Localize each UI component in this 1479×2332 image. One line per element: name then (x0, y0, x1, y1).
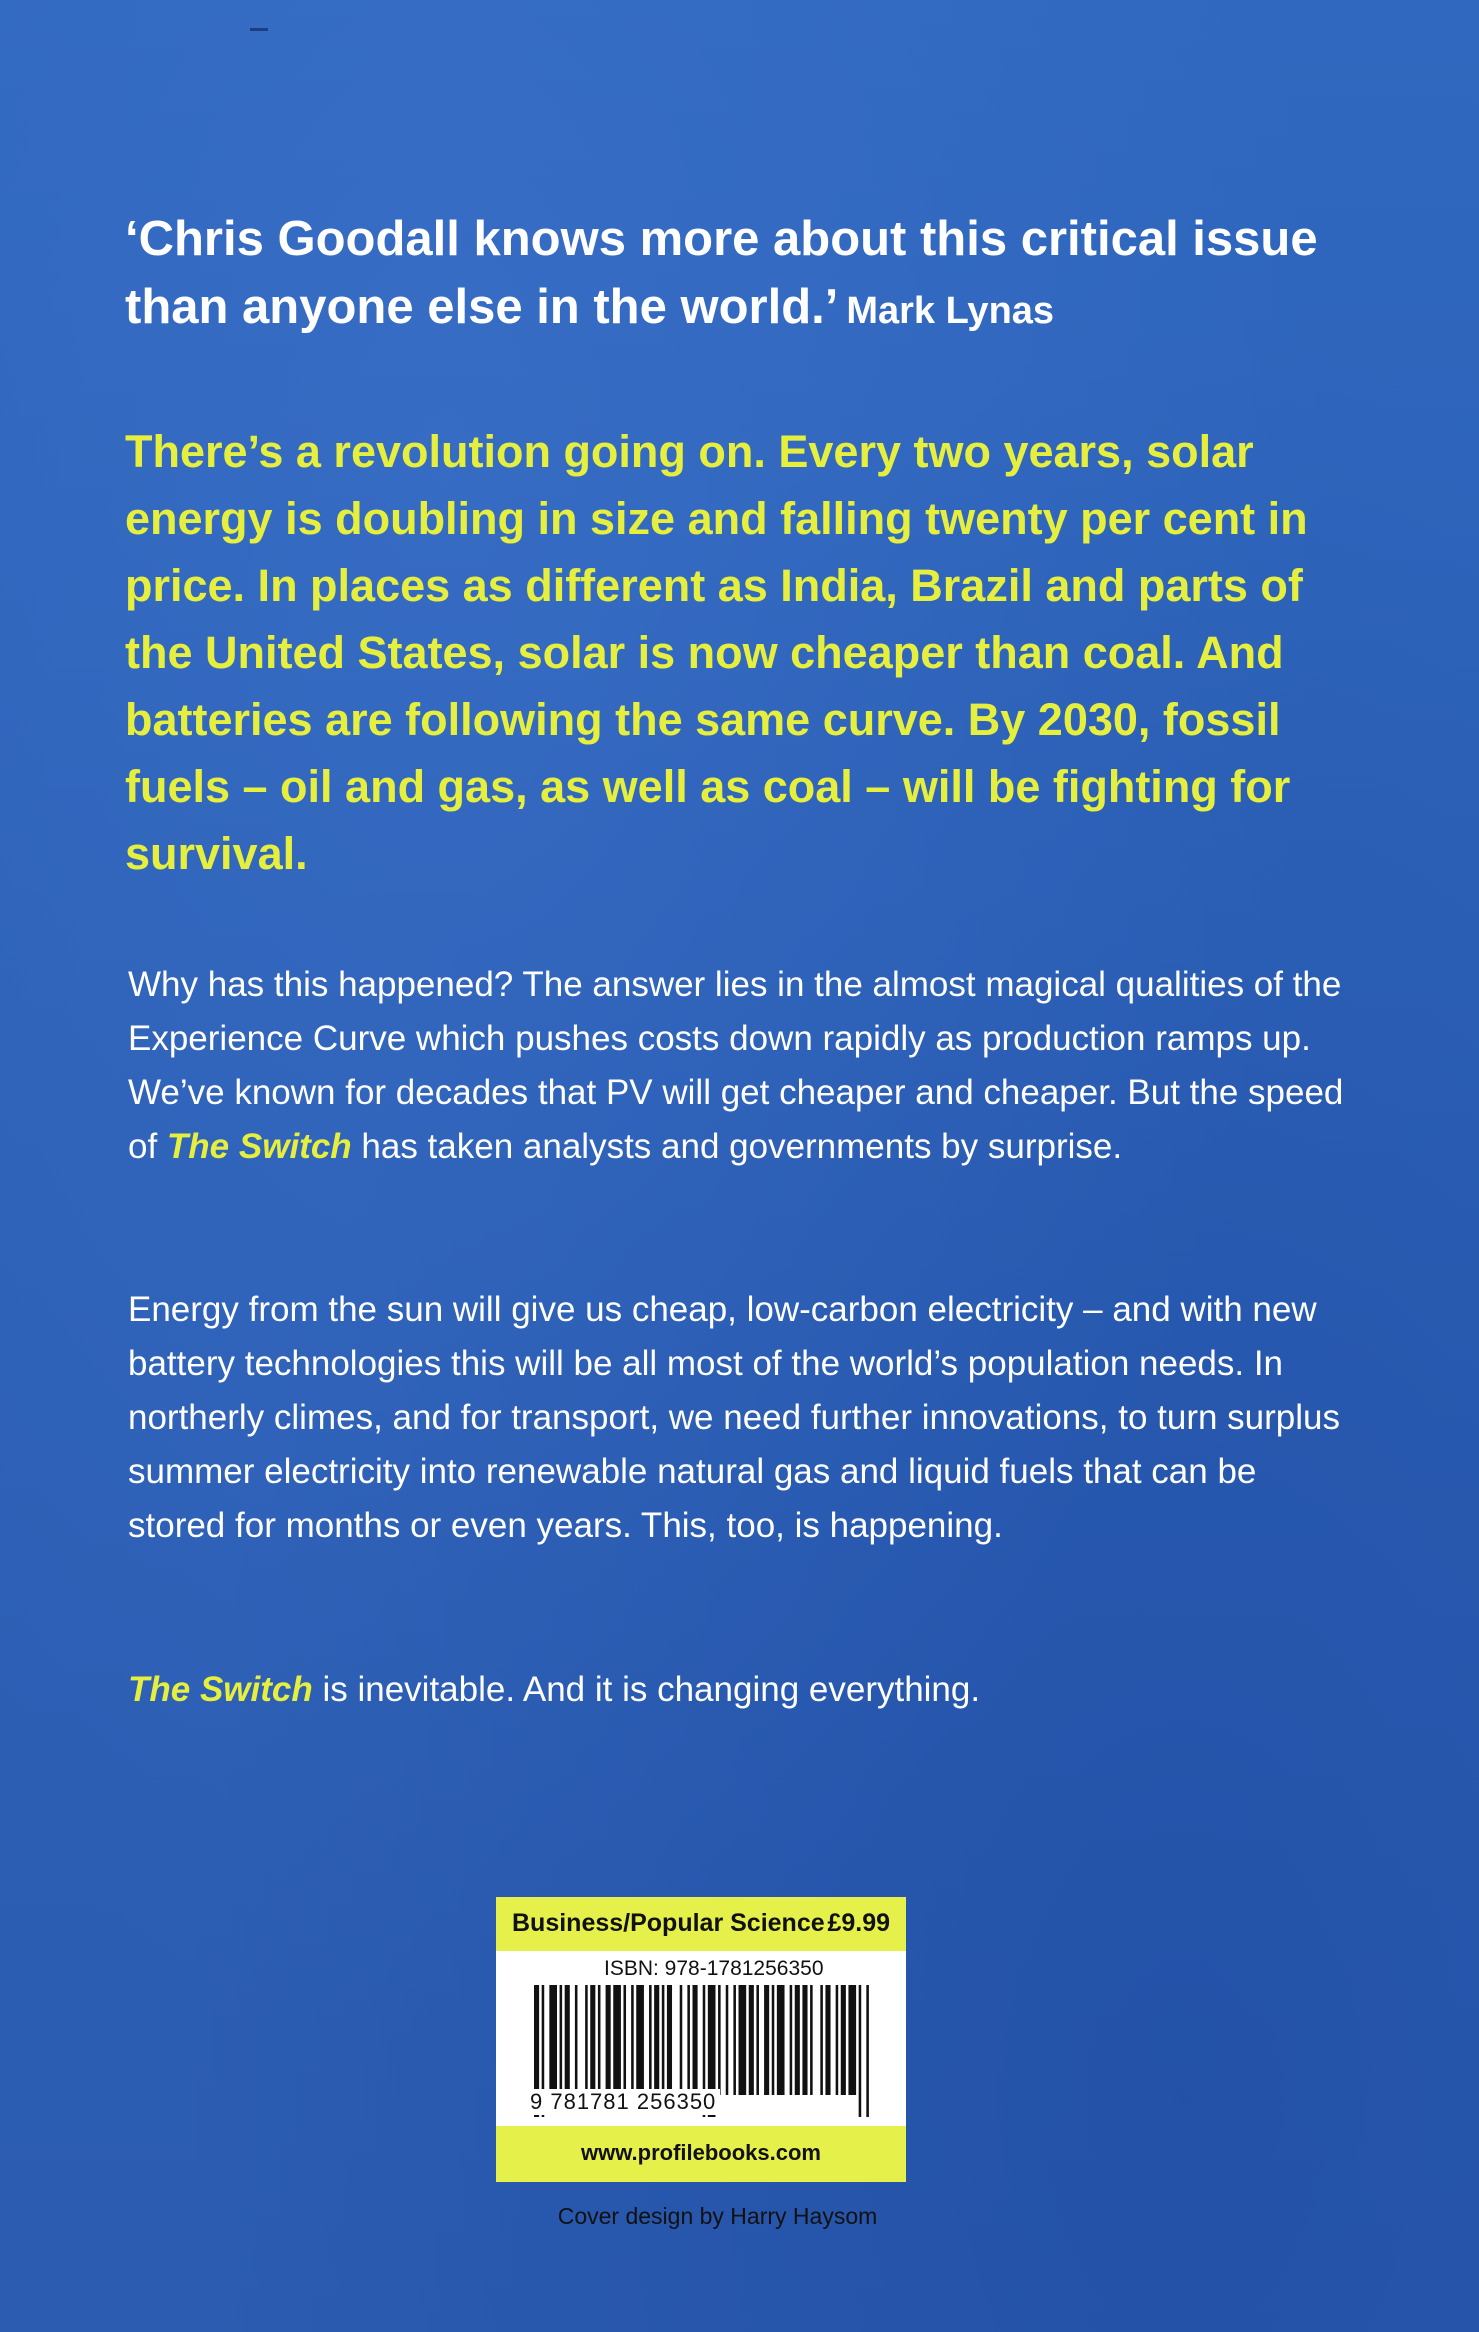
barcode-bar (654, 1985, 659, 2095)
barcode-bar (836, 1985, 839, 2095)
barcode-number: 9 781781 256350 (526, 2089, 720, 2115)
quote-text: ‘Chris Goodall knows more about this critical issue than anyone else in the world.’ (125, 212, 1318, 334)
barcode-bar (733, 1985, 736, 2095)
body-paragraph-3 (128, 1663, 1358, 1717)
barcode-bar (825, 1985, 830, 2095)
barcode-bar (777, 1985, 785, 2095)
barcode-panel (496, 1897, 906, 2182)
barcode-bar (718, 1985, 721, 2095)
endorsement-quote (125, 205, 1365, 345)
barcode-footer (496, 2126, 906, 2182)
barcode-bar (575, 1985, 578, 2095)
barcode-bar (749, 1985, 754, 2095)
body-paragraph-1 (128, 958, 1358, 1174)
book-title-emphasis: The Switch (166, 1127, 352, 1166)
barcode-bar (662, 1985, 665, 2095)
barcode-bar (613, 1985, 621, 2095)
book-category: Business/Popular Science (512, 1909, 825, 1937)
barcode-bar (726, 1985, 729, 2095)
quote-attribution: Mark Lynas (846, 290, 1055, 332)
barcode-bar (764, 1985, 769, 2095)
barcode-bar (848, 1985, 856, 2095)
barcode-bar (549, 1985, 557, 2095)
body-paragraph-2: Energy from the sun will give us cheap, low-carbon electricity – and with new battery technologies this will be all most of the world’s population needs. In northerly climes, and for transport, we need further innovations, to turn surplus summer electricity into renewable natural gas and liquid fuels that can be stored for months or even years. This, too, is happening. (128, 1290, 1340, 1545)
barcode-bar (649, 1985, 652, 2095)
print-speck (250, 28, 268, 31)
barcode-bar (772, 1985, 775, 2095)
barcode-bar (590, 1985, 595, 2095)
barcode-header (496, 1897, 906, 1951)
barcode-bar (631, 1985, 634, 2095)
cover-credit (0, 2203, 1479, 2230)
publisher-url: www.profilebooks.com (581, 2140, 821, 2165)
paragraph-3-tail: is inevitable. And it is changing everything. (312, 1670, 981, 1709)
cover-credit-text: Cover design by Harry Haysom (557, 2203, 878, 2229)
barcode-bar (680, 1985, 683, 2095)
headline-blurb: There’s a revolution going on. Every two years, solar energy is doubling in size and falling twenty per cent in price. In places as different as India, Brazil and parts of the United States, solar is now cheaper than coal. And batteries are following the same curve. By 2030, fossil fuels – oil and gas, as well as coal – will be fighting for survival. (125, 426, 1308, 879)
barcode-bar (636, 1985, 644, 2095)
barcode-bar (585, 1985, 588, 2095)
barcode-bar (560, 1985, 563, 2095)
isbn-label: ISBN: 978-1781256350 (604, 1957, 824, 1980)
barcode-bar (565, 1985, 570, 2095)
barcode-bar (606, 1985, 611, 2095)
barcode-bar (667, 1985, 672, 2095)
barcode-bar (810, 1985, 813, 2095)
barcode-bar (820, 1985, 823, 2095)
barcode-bar (790, 1985, 793, 2095)
paragraph-1-text: Why has this happened? The answer lies in the almost magical qualities of the Experience Curve which pushes costs down rapidly as production ramps up. We’ve known for decades that PV will get cheaper and cheaper. But the speed of (128, 965, 1344, 1166)
barcode-bar (802, 1985, 807, 2095)
book-price: £9.99 (827, 1909, 890, 1937)
barcode-bar (693, 1985, 698, 2095)
barcode-bar (866, 1985, 869, 2117)
paragraph-1-tail: has taken analysts and governments by surprise. (351, 1127, 1123, 1166)
barcode-bar (841, 1985, 846, 2095)
barcode-bar (756, 1985, 759, 2095)
barcode-bar (739, 1985, 747, 2095)
barcode-bar (687, 1985, 690, 2095)
book-title-emphasis: The Switch (128, 1670, 313, 1709)
barcode-bar (598, 1985, 601, 2095)
barcode-bar (859, 1985, 862, 2117)
barcode-bar (623, 1985, 626, 2095)
barcode-bar (795, 1985, 800, 2095)
